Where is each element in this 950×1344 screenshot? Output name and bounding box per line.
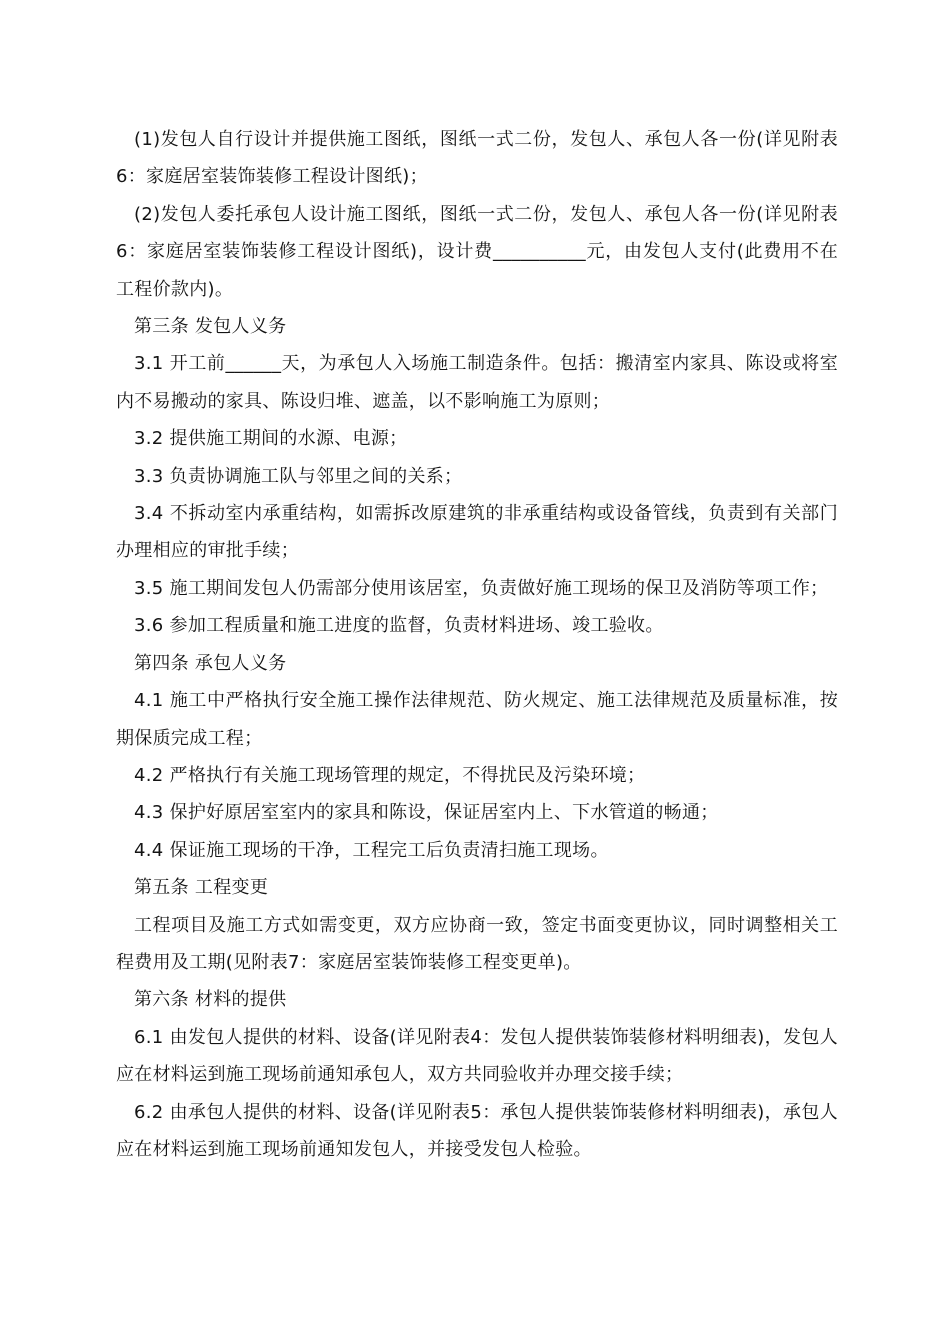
article-6-heading: 第六条 材料的提供 xyxy=(134,989,287,1011)
clause-6-2: 6.2 由承包人提供的材料、设备(详见附表5：承包人提供装饰装修材料明细表)，承包人应在材料运到施工现场前通知发包人，并接受发包人检验。 xyxy=(116,1101,838,1160)
clause-3-5: 3.5 施工期间发包人仍需部分使用该居室，负责做好施工现场的保卫及消防等项工作； xyxy=(134,577,829,599)
clause-4-1: 4.1 施工中严格执行安全施工操作法律规范、防火规定、施工法律规范及质量标准，按期保质完成工程； xyxy=(116,690,838,749)
clause-4-4: 4.4 保证施工现场的干净，工程完工后负责清扫施工现场。 xyxy=(134,839,609,861)
clause-4-2: 4.2 严格执行有关施工现场管理的规定，不得扰民及污染环境； xyxy=(134,764,646,786)
clause-3-4: 3.4 不拆动室内承重结构，如需拆改原建筑的非承重结构或设备管线，负责到有关部门办理相应的审批手续； xyxy=(116,503,838,562)
clause-4-3: 4.3 保护好原居室室内的家具和陈设，保证居室内上、下水管道的畅通； xyxy=(134,802,719,824)
document-body xyxy=(116,121,838,1168)
article-5-body: 工程项目及施工方式如需变更，双方应协商一致，签定书面变更协议，同时调整相关工程费用及工期(见附表7：家庭居室装饰装修工程变更单)。 xyxy=(116,914,838,973)
clause-3-3: 3.3 负责协调施工队与邻里之间的关系； xyxy=(134,465,463,487)
article-5-heading: 第五条 工程变更 xyxy=(134,877,269,899)
clause-3-2: 3.2 提供施工期间的水源、电源； xyxy=(134,428,408,450)
clause-3-1: 3.1 开工前______天，为承包人入场施工制造条件。包括：搬清室内家具、陈设或将室内不易搬动的家具、陈设归堆、遮盖，以不影响施工为原则； xyxy=(116,353,838,412)
article-3-heading: 第三条 发包人义务 xyxy=(134,316,287,338)
clause-2-design-by-contractor: (2)发包人委托承包人设计施工图纸，图纸一式二份，发包人、承包人各一份(详见附表6：家庭居室装饰装修工程设计图纸)，设计费__________元，由发包人支付(此费用不在工程价款内)。 xyxy=(116,203,838,300)
clause-6-1: 6.1 由发包人提供的材料、设备(详见附表4：发包人提供装饰装修材料明细表)，发包人应在材料运到施工现场前通知承包人，双方共同验收并办理交接手续； xyxy=(116,1026,838,1086)
clause-1-design-by-owner: (1)发包人自行设计并提供施工图纸，图纸一式二份，发包人、承包人各一份(详见附表6：家庭居室装饰装修工程设计图纸)； xyxy=(116,129,838,188)
clause-3-6: 3.6 参加工程质量和施工进度的监督，负责材料进场、竣工验收。 xyxy=(134,615,664,637)
article-4-heading: 第四条 承包人义务 xyxy=(134,652,287,674)
